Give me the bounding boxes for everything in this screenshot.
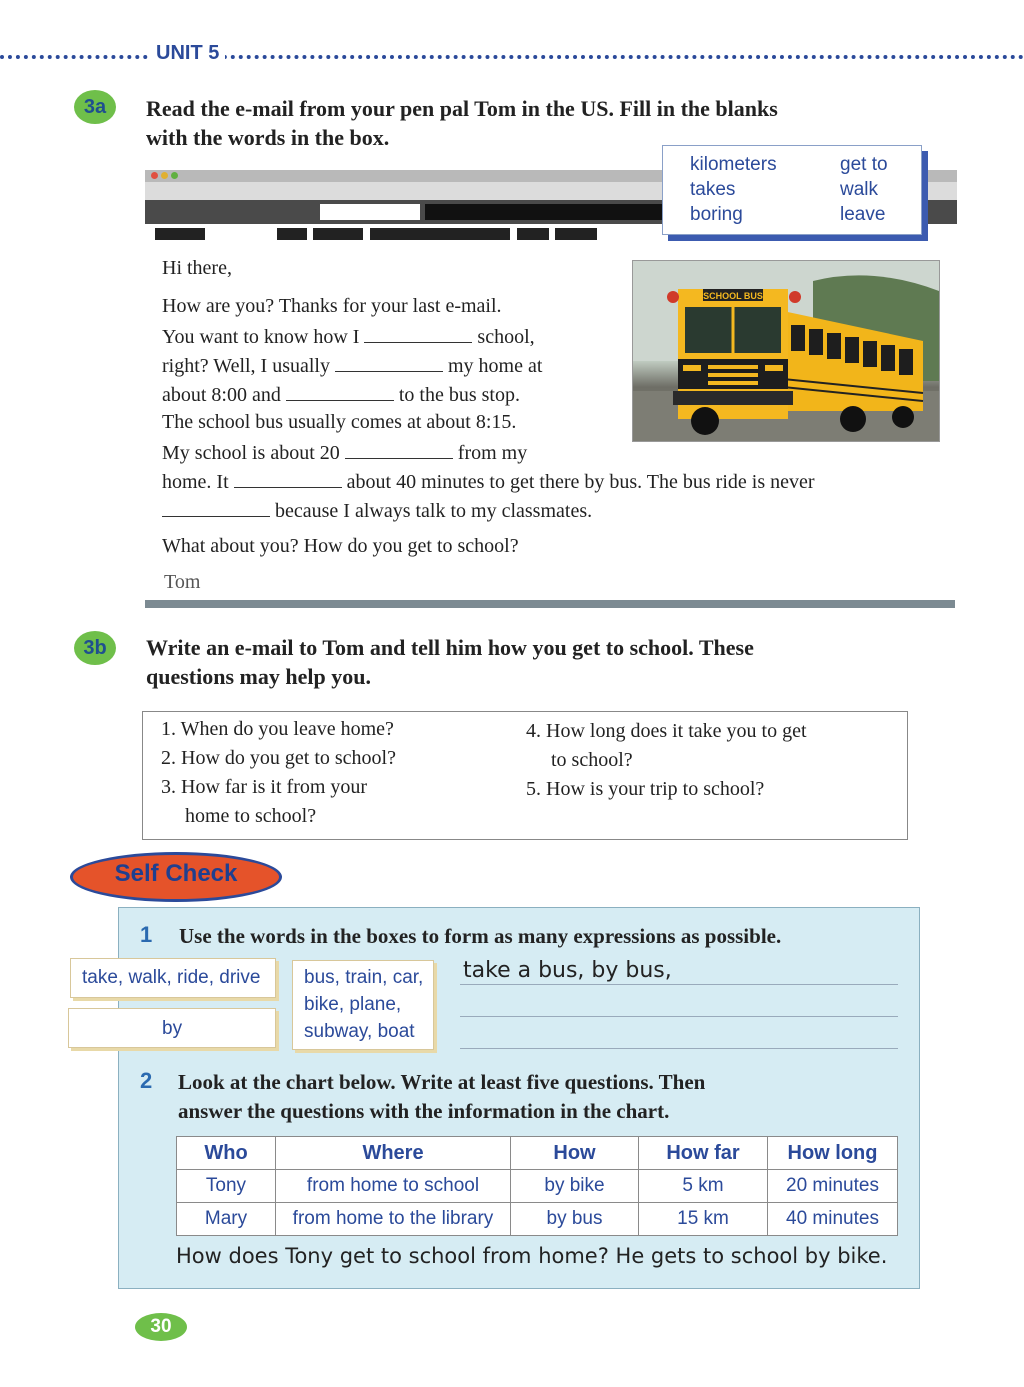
word-box <box>662 145 922 235</box>
expression-example: take a bus, by bus, <box>463 958 672 983</box>
email-line: My school is about 20 from my <box>162 442 528 464</box>
question-item: 4. How long does it take you to get <box>526 720 807 742</box>
column-header: How long <box>768 1137 898 1170</box>
table-header-row <box>177 1137 898 1170</box>
fill-blank[interactable] <box>286 382 394 401</box>
unit-title: UNIT 5 <box>150 42 225 65</box>
table-row <box>177 1170 898 1203</box>
school-bus-illustration <box>633 261 939 441</box>
table-row <box>177 1203 898 1236</box>
self-check-task1-number: 1 <box>140 922 153 947</box>
task-3a-instruction <box>146 94 778 152</box>
chart-answer-example: How does Tony get to school from home? He gets to school by bike. <box>176 1244 888 1268</box>
email-line: How are you? Thanks for your last e-mail. <box>162 295 502 317</box>
task-3b-instruction-line1: Write an e-mail to Tom and tell him how you get to school. These <box>146 635 754 660</box>
self-check-task2-instruction-line1: Look at the chart below. Write at least five questions. Then <box>178 1070 706 1094</box>
question-item: 3. How far is it from your <box>161 776 368 798</box>
word-option: boring <box>690 204 743 225</box>
fill-blank[interactable] <box>335 353 443 372</box>
email-line: about 8:00 and to the bus stop. <box>162 384 520 406</box>
fill-blank[interactable] <box>234 469 342 488</box>
task-3b-badge: 3b <box>74 631 116 665</box>
column-header: How far <box>639 1137 768 1170</box>
fill-blank[interactable] <box>162 498 270 517</box>
self-check-task2-instruction-line2: answer the questions with the information in the chart. <box>178 1099 670 1123</box>
word-option: walk <box>840 179 879 200</box>
table-cell: by bike <box>511 1170 639 1203</box>
fill-blank[interactable] <box>345 440 453 459</box>
email-line: right? Well, I usually my home at <box>162 355 543 377</box>
word-option: takes <box>690 179 736 200</box>
email-greeting: Hi there, <box>162 257 232 279</box>
browser-active-tab <box>320 204 420 220</box>
by-box-text: by <box>162 1018 183 1039</box>
email-line: home. It about 40 minutes to get there by bus. The bus ride is never <box>162 471 815 493</box>
answer-line <box>460 984 898 985</box>
email-line: You want to know how I school, <box>162 326 535 348</box>
bus-sign-text: SCHOOL BUS <box>703 291 763 301</box>
column-header: How <box>511 1137 639 1170</box>
task-3b-instruction-line2: questions may help you. <box>146 664 371 689</box>
school-bus-photo <box>632 260 940 442</box>
self-check-task1-instruction: Use the words in the boxes to form as many expressions as possible. <box>179 924 782 948</box>
self-check-title: Self Check <box>114 860 238 887</box>
question-item: 5. How is your trip to school? <box>526 778 765 800</box>
task-3a-instruction-line1: Read the e-mail from your pen pal Tom in the US. Fill in the blanks <box>146 96 778 121</box>
column-header: Where <box>276 1137 511 1170</box>
email-signature: Tom <box>164 571 201 593</box>
table-cell: 40 minutes <box>768 1203 898 1236</box>
travel-chart-table <box>176 1136 898 1236</box>
email-bottom-divider <box>145 600 955 608</box>
answer-line <box>460 1048 898 1049</box>
verbs-box-text: take, walk, ride, drive <box>82 967 261 988</box>
table-cell: from home to the library <box>276 1203 511 1236</box>
email-line: The school bus usually comes at about 8:15. <box>162 411 517 433</box>
self-check-task2-instruction <box>178 1068 705 1126</box>
question-item: home to school? <box>185 805 317 827</box>
word-option: kilometers <box>690 154 777 175</box>
table-cell: by bus <box>511 1203 639 1236</box>
email-line: because I always talk to my classmates. <box>162 498 592 523</box>
self-check-task2-number: 2 <box>140 1068 153 1093</box>
question-item: to school? <box>551 749 633 771</box>
question-item: 1. When do you leave home? <box>161 718 394 740</box>
word-option: get to <box>840 154 888 175</box>
vehicles-box-text: bus, train, car, bike, plane, subway, boat <box>304 967 424 1042</box>
maximize-dot-icon <box>171 172 178 179</box>
table-cell: 15 km <box>639 1203 768 1236</box>
page-number: 30 <box>135 1313 187 1341</box>
table-cell: Mary <box>177 1203 276 1236</box>
table-cell: Tony <box>177 1170 276 1203</box>
column-header: Who <box>177 1137 276 1170</box>
task-3a-badge: 3a <box>74 90 116 124</box>
word-option: leave <box>840 204 886 225</box>
table-cell: 5 km <box>639 1170 768 1203</box>
answer-line <box>460 1016 898 1017</box>
task-3a-instruction-line2: with the words in the box. <box>146 125 390 150</box>
table-cell: 20 minutes <box>768 1170 898 1203</box>
question-item: 2. How do you get to school? <box>161 747 396 769</box>
email-question: What about you? How do you get to school? <box>162 535 519 557</box>
minimize-dot-icon <box>161 172 168 179</box>
fill-blank[interactable] <box>364 324 472 343</box>
task-3b-instruction <box>146 633 754 691</box>
close-dot-icon <box>151 172 158 179</box>
table-cell: from home to school <box>276 1170 511 1203</box>
